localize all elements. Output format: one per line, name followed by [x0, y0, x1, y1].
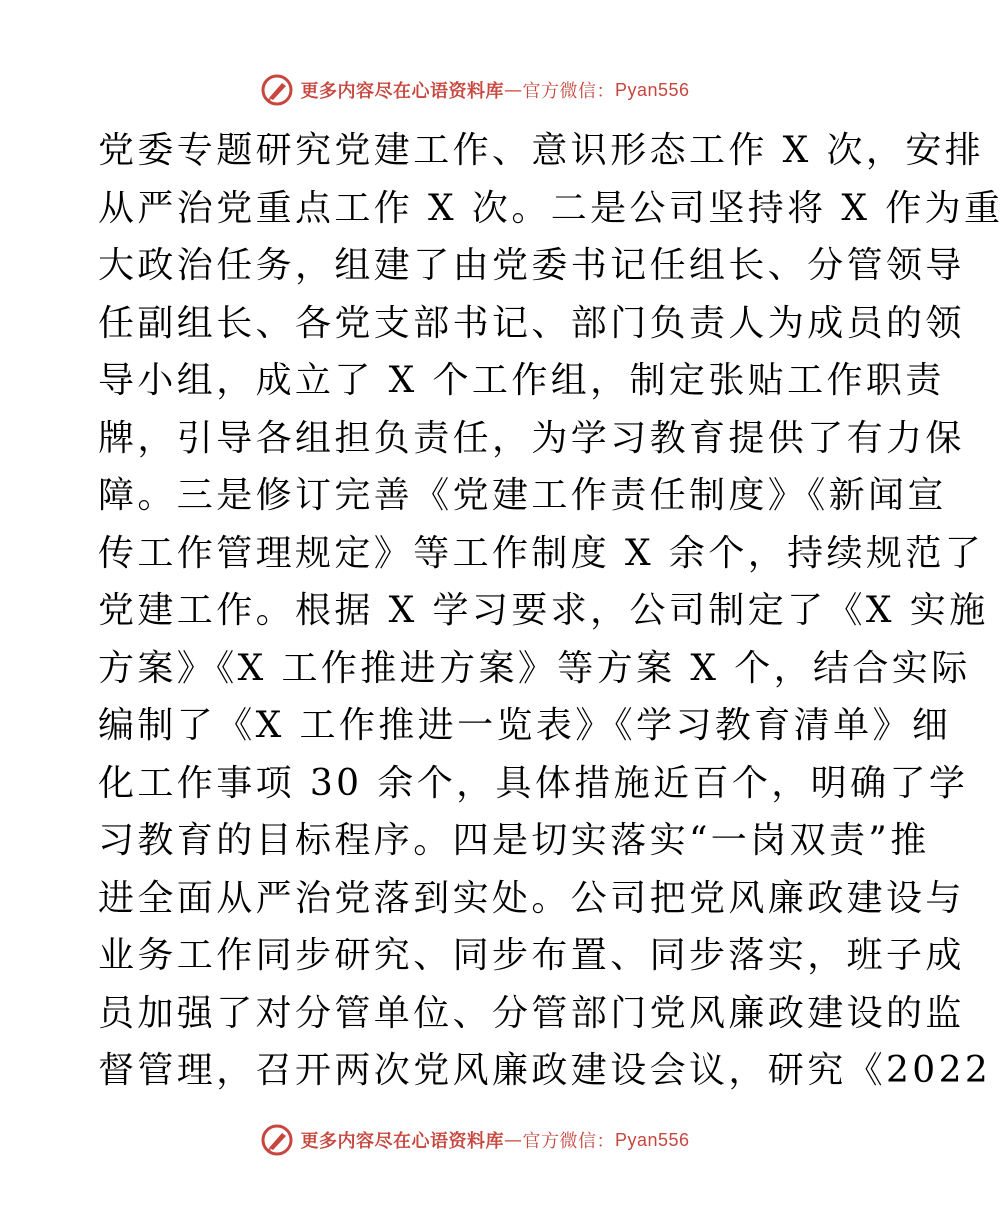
text-line-9: 党建工作。根据 X 学习要求，公司制定了《X 实施 — [98, 590, 989, 631]
pen-logo-icon — [260, 1123, 294, 1157]
header-watermark — [0, 70, 950, 110]
watermark-title: 更多内容尽在心语资料库 — [300, 81, 504, 102]
watermark-account: Pyan556 — [614, 1129, 690, 1150]
text-line-8: 传工作管理规定》等工作制度 X 余个，持续规范了 — [98, 532, 985, 574]
text-line-12: 化工作事项 30 余个，具体措施近百个，明确了学 — [98, 762, 969, 804]
text-line-15: 业务工作同步研究、同步布置、同步落实，班子成 — [98, 935, 965, 976]
watermark-separator: — — [503, 1129, 523, 1151]
text-line-14: 进全面从严治党落到实处。公司把党风廉政建设与 — [98, 877, 965, 919]
text-line-1: 党委专题研究党建工作、意识形态工作 X 次，安排 — [98, 130, 985, 171]
text-line-2: 从严治党重点工作 X 次。二是公司坚持将 X 作为重 — [98, 187, 1003, 229]
text-line-7: 障。三是修订完善《党建工作责任制度》《新闻宣 — [98, 475, 947, 516]
text-line-6: 牌，引导各组担负责任，为学习教育提供了有力保 — [98, 417, 965, 459]
document-body — [98, 122, 1003, 1100]
text-line-4: 任副组长、各党支部书记、部门负责人为成员的领 — [98, 302, 965, 344]
text-line-17: 督管理，召开两次党风廉政建设会议，研究《2022 — [98, 1050, 992, 1091]
text-line-11: 编制了《X 工作推进一览表》《学习教育清单》细 — [98, 705, 952, 746]
text-line-5: 导小组，成立了 X 个工作组，制定张贴工作职责 — [98, 360, 945, 401]
text-line-3: 大政治任务，组建了由党委书记任组长、分管领导 — [98, 245, 965, 286]
text-line-10: 方案》《X 工作推进方案》等方案 X 个，结合实际 — [98, 647, 971, 689]
watermark-subtitle: 官方微信： — [522, 1131, 615, 1152]
pen-logo-icon — [260, 73, 294, 107]
watermark-separator: — — [503, 79, 523, 101]
text-line-13: 习教育的目标程序。四是切实落实“一岗双责”推 — [98, 820, 930, 861]
watermark-title: 更多内容尽在心语资料库 — [300, 1131, 504, 1152]
footer-watermark — [0, 1120, 950, 1160]
watermark-account: Pyan556 — [614, 79, 690, 100]
text-line-16: 员加强了对分管单位、分管部门党风廉政建设的监 — [98, 992, 965, 1034]
watermark-subtitle: 官方微信： — [522, 81, 615, 102]
